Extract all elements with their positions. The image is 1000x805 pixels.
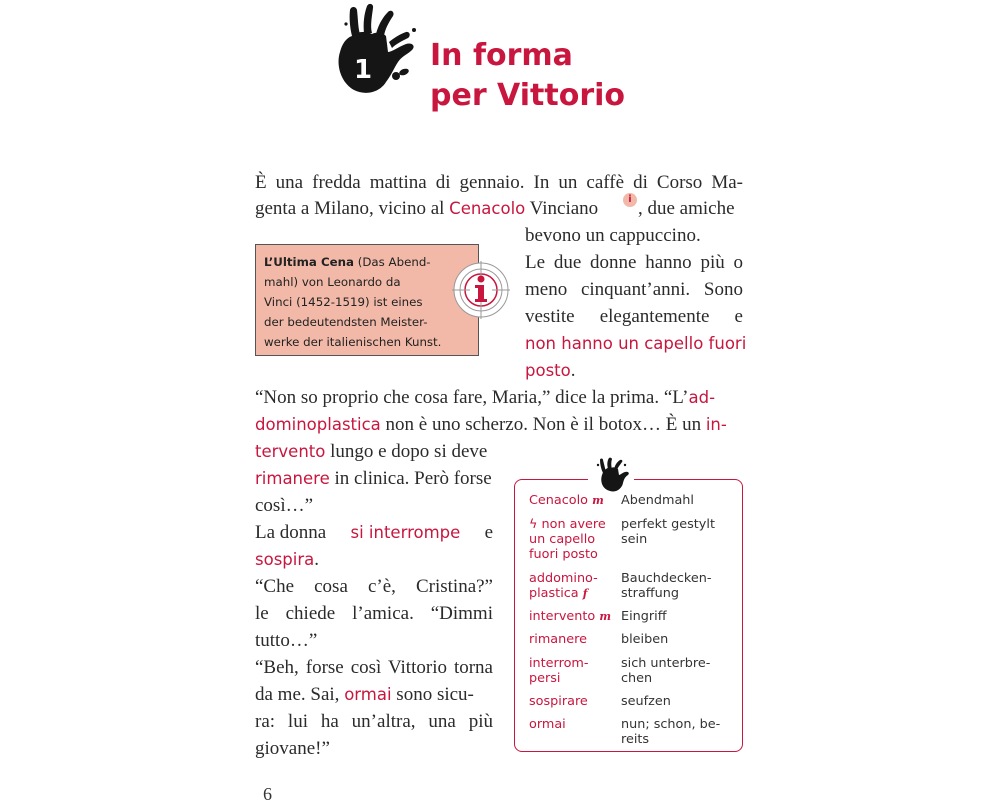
vocab-def-7: seufzen	[621, 694, 671, 709]
vocab-term-3	[529, 571, 598, 601]
vocab-gender: m	[592, 494, 604, 507]
black-hand-print-icon	[332, 2, 422, 94]
chapter-title	[430, 36, 625, 116]
text-span: in clinica. Però forse	[329, 468, 492, 489]
text-line-20	[255, 683, 474, 707]
vocab-def-1: Abendmahl	[621, 493, 694, 508]
text-line-21: ra: lui ha un’altra, una più	[255, 711, 493, 732]
text-span: .	[570, 360, 576, 381]
vocab-word: intervento	[529, 609, 596, 624]
info-marker-icon: i	[623, 193, 637, 207]
vocab-def-4: Eingriff	[621, 609, 667, 624]
vocab-word: Cenacolo	[529, 493, 589, 508]
text-line-7	[525, 332, 746, 356]
info-box	[255, 244, 479, 356]
vocab-term-5: rimanere	[529, 632, 587, 647]
small-hand-print-icon	[592, 457, 630, 493]
vocab-term-1	[529, 493, 604, 508]
vocab-def-2	[621, 517, 715, 547]
text-span: non è uno scherzo. Non è il botox… È un	[380, 414, 706, 435]
chapter-title-line2: per Vittorio	[430, 78, 626, 113]
text-line-15	[255, 548, 319, 572]
text-line-8	[525, 359, 575, 383]
info-term: L’Ultima Cena	[264, 255, 354, 269]
highlight-ormai: ormai	[344, 685, 392, 704]
vocab-def-line: Bauchdecken-	[621, 571, 712, 586]
text-line-6: vestite elegantemente e	[525, 306, 743, 327]
text-line-2	[255, 197, 598, 221]
text-span: e	[484, 522, 493, 543]
text-span: lungo e dopo si deve	[325, 441, 488, 462]
text-span: “Non so proprio che cosa fare, Maria,” dice la prima. “L’	[255, 387, 689, 408]
vocab-word-line	[529, 586, 598, 601]
vocab-gender: m	[599, 610, 611, 623]
vocab-word: interrom-	[529, 656, 589, 671]
page-number: 6	[263, 784, 272, 804]
text-span: da me. Sai,	[255, 684, 345, 705]
text-span: genta a Milano, vicino al	[255, 198, 450, 219]
vocab-def-6	[621, 656, 710, 686]
highlight-capello: non hanno un capello fuori	[525, 334, 747, 353]
highlight-si-interrompe: si interrompe	[350, 523, 461, 542]
text-span: sono sicu-	[391, 684, 474, 705]
text-line-4: Le due donne hanno più o	[525, 252, 743, 273]
info-line-1	[264, 252, 470, 272]
info-line-2: mahl) von Leonardo da	[264, 275, 401, 289]
vocab-term-2	[529, 517, 606, 562]
vocab-term-6	[529, 656, 589, 686]
text-span: Vinciano	[525, 198, 599, 219]
info-line-5: werke der italienischen Kunst.	[264, 335, 442, 349]
vocab-term-8: ormai	[529, 717, 566, 732]
highlight-cenacolo: Cenacolo	[449, 199, 526, 218]
vocab-def-line: perfekt gestylt	[621, 517, 715, 532]
vocab-def-8	[621, 717, 720, 747]
text-line-19: “Beh, forse così Vittorio torna	[255, 657, 493, 678]
chapter-title-line1: In forma	[430, 38, 573, 73]
highlight-in: in-	[705, 415, 727, 434]
vocab-def-line: nun; schon, be-	[621, 717, 721, 732]
text-line-12	[255, 467, 492, 491]
text-line-5: meno cinquant’anni. Sono	[525, 279, 743, 300]
vocab-word: ϟ non avere	[529, 517, 606, 532]
text-line-18: tutto…”	[255, 630, 318, 651]
vocab-word: plastica	[529, 586, 579, 601]
highlight-addominoplastica: dominoplastica	[255, 415, 381, 434]
vocab-def-line: sein	[621, 532, 648, 547]
text-line-9	[255, 386, 715, 410]
vocab-term-7: sospirare	[529, 694, 588, 709]
highlight-intervento: tervento	[255, 442, 326, 461]
vocab-def-line: chen	[621, 671, 653, 686]
text-line-22: giovane!”	[255, 738, 330, 759]
highlight-addomino: ad-	[688, 388, 716, 407]
highlight-sospira: sospira	[255, 550, 315, 569]
text-line-17: le chiede l’amica. “Dimmi	[255, 603, 493, 624]
info-target-icon	[452, 261, 510, 319]
text-line-10	[255, 413, 727, 437]
vocab-word: addomino-	[529, 571, 598, 586]
text-line-14	[255, 521, 493, 545]
highlight-rimanere: rimanere	[255, 469, 330, 488]
info-line-3: Vinci (1452-1519) ist eines	[264, 295, 423, 309]
chapter-number: 1	[353, 55, 373, 85]
vocab-term-4	[529, 609, 611, 624]
vocab-def-line: sich unterbre-	[621, 656, 711, 671]
vocab-def-line: straffung	[621, 586, 679, 601]
text-span: La donna	[255, 522, 327, 543]
text-line-13: così…”	[255, 495, 314, 516]
vocab-gender: f	[582, 587, 588, 600]
vocab-def-line: reits	[621, 732, 650, 747]
vocab-def-3	[621, 571, 711, 601]
text-span: .	[314, 549, 319, 570]
text-line-3: bevono un cappuccino.	[525, 225, 701, 246]
text-line-2-end: , due amiche	[638, 198, 735, 219]
highlight-posto: posto	[525, 361, 571, 380]
text-line-1: È una fredda mattina di gennaio. In un caffè di Corso Ma-	[255, 172, 743, 193]
vocab-def-5: bleiben	[621, 632, 669, 647]
vocab-word: un capello	[529, 532, 596, 547]
text-line-11	[255, 440, 487, 464]
vocab-word: persi	[529, 671, 561, 686]
vocab-word: fuori posto	[529, 547, 598, 562]
text-line-16: “Che cosa c’è, Cristina?”	[255, 576, 493, 597]
info-text: (Das Abend-	[353, 255, 431, 269]
info-line-4: der bedeutendsten Meister-	[264, 315, 428, 329]
